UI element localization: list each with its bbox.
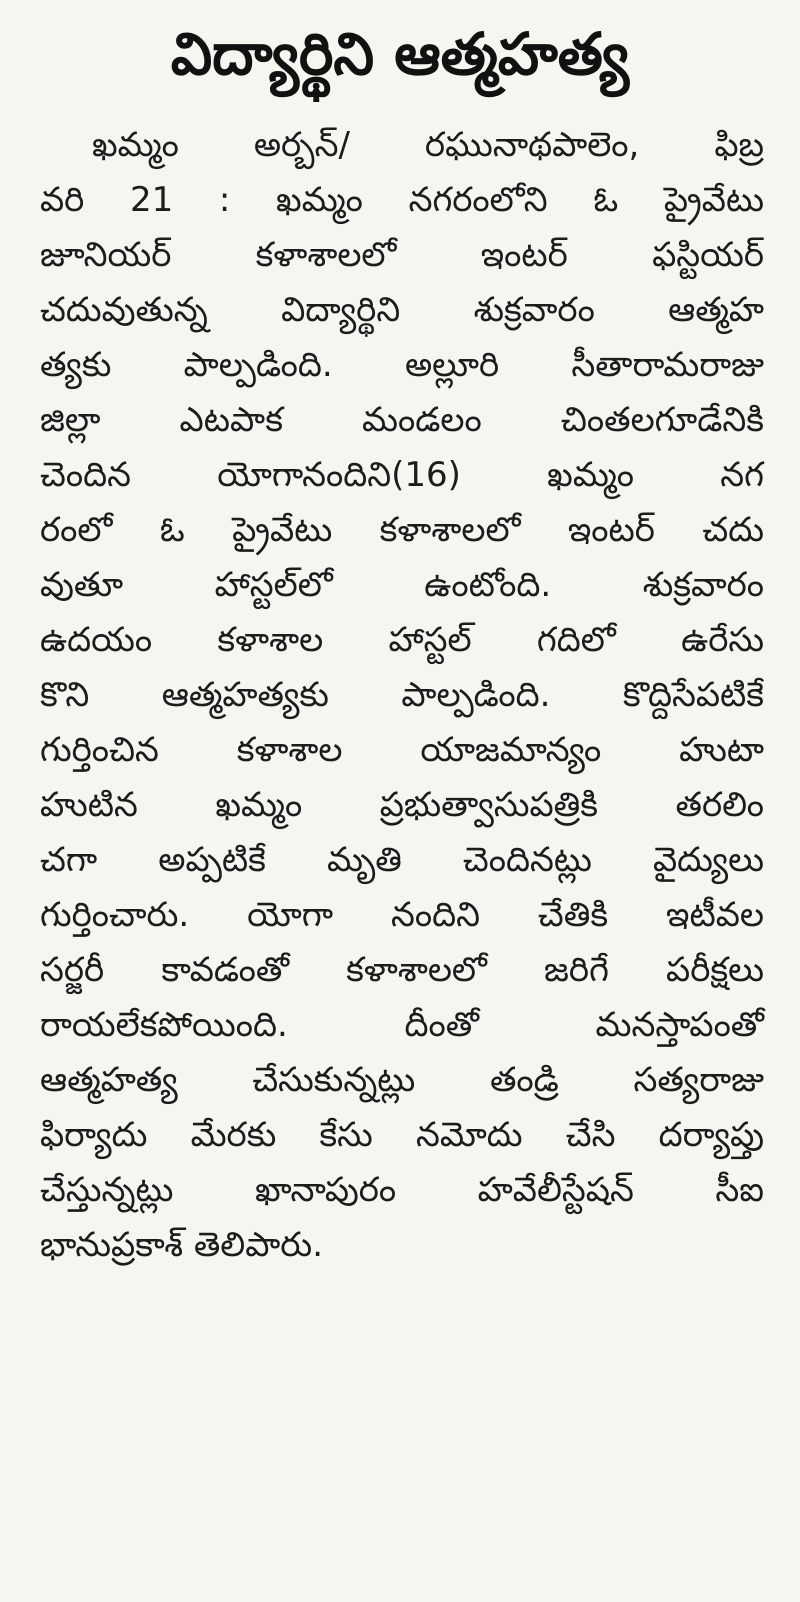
article-line: ఫిర్యాదు మేరకు కేసు నమోదు చేసి దర్యాప్తు — [40, 1115, 764, 1155]
article-line: చగా అప్పటికే మృతి చెందినట్లు వైద్యులు — [40, 840, 764, 880]
article-line: ఆత్మహత్య చేసుకున్నట్లు తండ్రి సత్యరాజు — [40, 1060, 764, 1100]
article-line: వరి 21 : ఖమ్మం నగరంలోని ఓ ప్రైవేటు — [40, 180, 764, 220]
article-line: చదువుతున్న విద్యార్థిని శుక్రవారం ఆత్మహ — [40, 290, 764, 330]
article-body — [40, 118, 764, 1273]
article-line: సర్జరీ కావడంతో కళాశాలలో జరిగే పరీక్షలు — [40, 950, 764, 990]
article-line: రాయలేకపోయింది. దీంతో మనస్తాపంతో — [40, 1005, 764, 1045]
article-line: జిల్లా ఎటపాక మండలం చింతలగూడేనికి — [40, 400, 764, 440]
article-line: చెందిన యోగానందిని(16) ఖమ్మం నగ — [40, 455, 764, 495]
article-line: గుర్తించారు. యోగా నందిని చేతికి ఇటీవల — [40, 895, 764, 935]
article-line: ఖమ్మం అర్బన్/ రఘునాథపాలెం, ఫిబ్ర — [92, 125, 764, 165]
article-line: కొని ఆత్మహత్యకు పాల్పడింది. కొద్దిసేపటికే — [40, 675, 764, 715]
article-line: చేస్తున్నట్లు ఖానాపురం హవేలీస్టేషన్ సీఐ — [40, 1170, 764, 1210]
article-headline: విద్యార్థిని ఆత్మహత్య — [170, 20, 630, 88]
article-line: ఉదయం కళాశాల హాస్టల్ గదిలో ఉరేసు — [40, 620, 764, 660]
article-line: భానుప్రకాశ్ తెలిపారు. — [40, 1225, 324, 1265]
article-line: వుతూ హాస్టల్‌లో ఉంటోంది. శుక్రవారం — [40, 565, 764, 605]
article-line: గుర్తించిన కళాశాల యాజమాన్యం హుటా — [40, 730, 764, 770]
article-line: రంలో ఓ ప్రైవేటు కళాశాలలో ఇంటర్ చదు — [40, 510, 764, 550]
article-line: త్యకు పాల్పడింది. అల్లూరి సీతారామరాజు — [40, 345, 764, 385]
article-line: జూనియర్ కళాశాలలో ఇంటర్ ఫస్టియర్ — [40, 235, 764, 275]
article-line: హుటిన ఖమ్మం ప్రభుత్వాసుపత్రికి తరలిం — [40, 785, 764, 825]
